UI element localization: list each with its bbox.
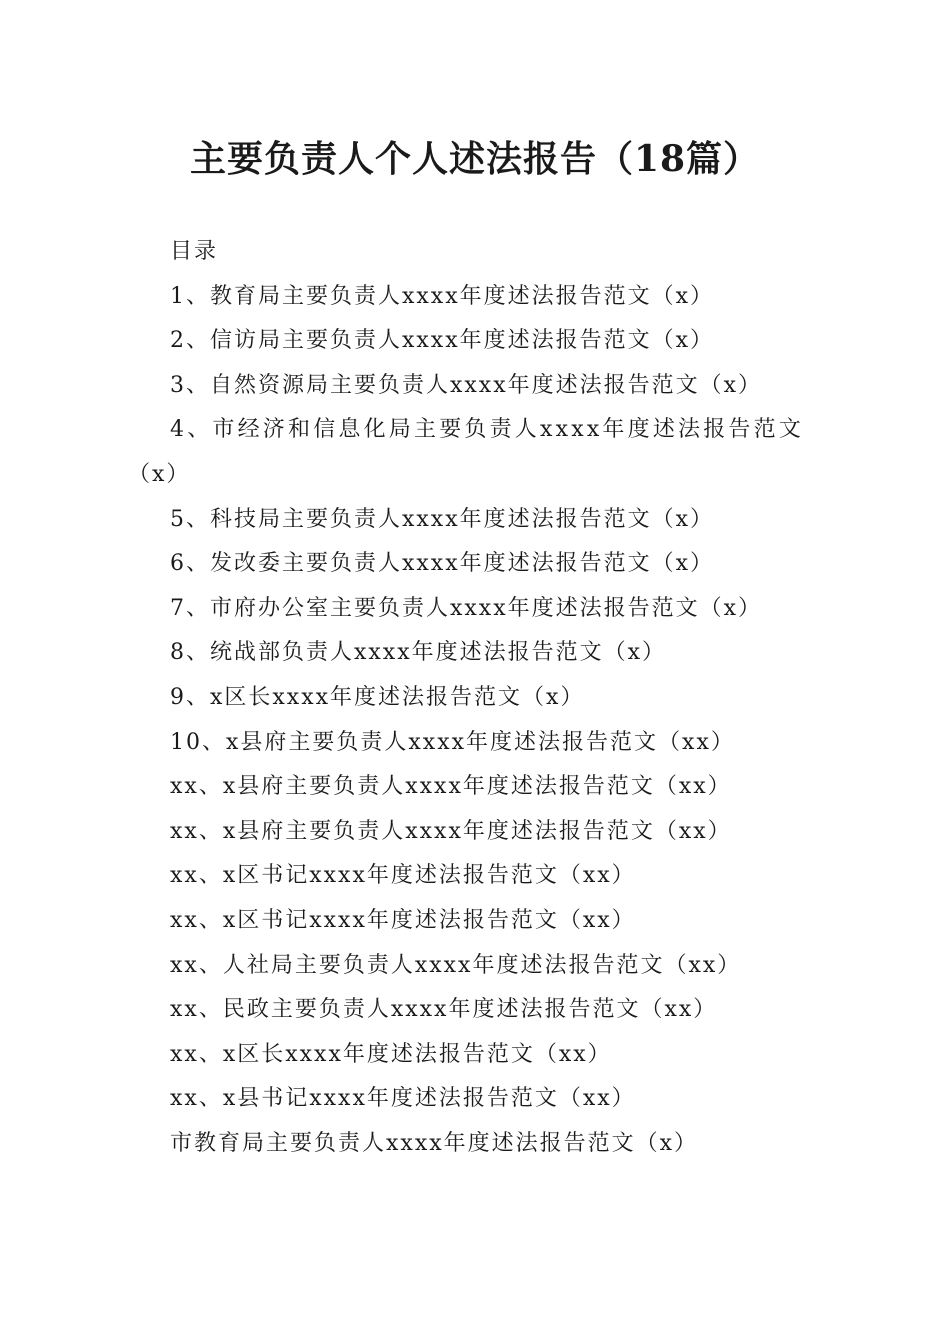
toc-item: 3、自然资源局主要负责人xxxx年度述法报告范文（x） (170, 372, 763, 398)
toc-item: 7、市府办公室主要负责人xxxx年度述法报告范文（x） (170, 595, 763, 621)
toc-heading: 目录 (170, 239, 219, 264)
toc-item: 6、发改委主要负责人xxxx年度述法报告范文（x） (170, 551, 715, 577)
toc-item: xx、x县府主要负责人xxxx年度述法报告范文（xx） (170, 774, 732, 800)
toc-item: 1、教育局主要负责人xxxx年度述法报告范文（x） (170, 283, 715, 309)
toc-item: xx、x区书记xxxx年度述法报告范文（xx） (170, 863, 636, 889)
toc-item: xx、民政主要负责人xxxx年度述法报告范文（xx） (170, 997, 718, 1023)
toc-item: xx、人社局主要负责人xxxx年度述法报告范文（xx） (170, 952, 742, 978)
toc-item: 9、x区长xxxx年度述法报告范文（x） (170, 684, 585, 710)
toc-item: 5、科技局主要负责人xxxx年度述法报告范文（x） (170, 506, 715, 532)
toc-item: xx、x区长xxxx年度述法报告范文（xx） (170, 1041, 612, 1067)
document-title: 主要负责人个人述法报告（18篇） (189, 138, 761, 180)
toc-item: 市教育局主要负责人xxxx年度述法报告范文（x） (170, 1130, 699, 1156)
toc-item: 10、x县府主要负责人xxxx年度述法报告范文（xx） (170, 729, 735, 755)
toc-item: 4、市经济和信息化局主要负责人xxxx年度述法报告范文 (170, 417, 805, 443)
toc-item: xx、x区书记xxxx年度述法报告范文（xx） (170, 907, 636, 933)
toc-item-continuation: （x） (128, 461, 191, 487)
toc-item: xx、x县书记xxxx年度述法报告范文（xx） (170, 1086, 636, 1112)
toc-item: xx、x县府主要负责人xxxx年度述法报告范文（xx） (170, 818, 732, 844)
table-of-contents (128, 230, 828, 1166)
toc-item: 2、信访局主要负责人xxxx年度述法报告范文（x） (170, 328, 715, 354)
toc-item: 8、统战部负责人xxxx年度述法报告范文（x） (170, 640, 667, 666)
